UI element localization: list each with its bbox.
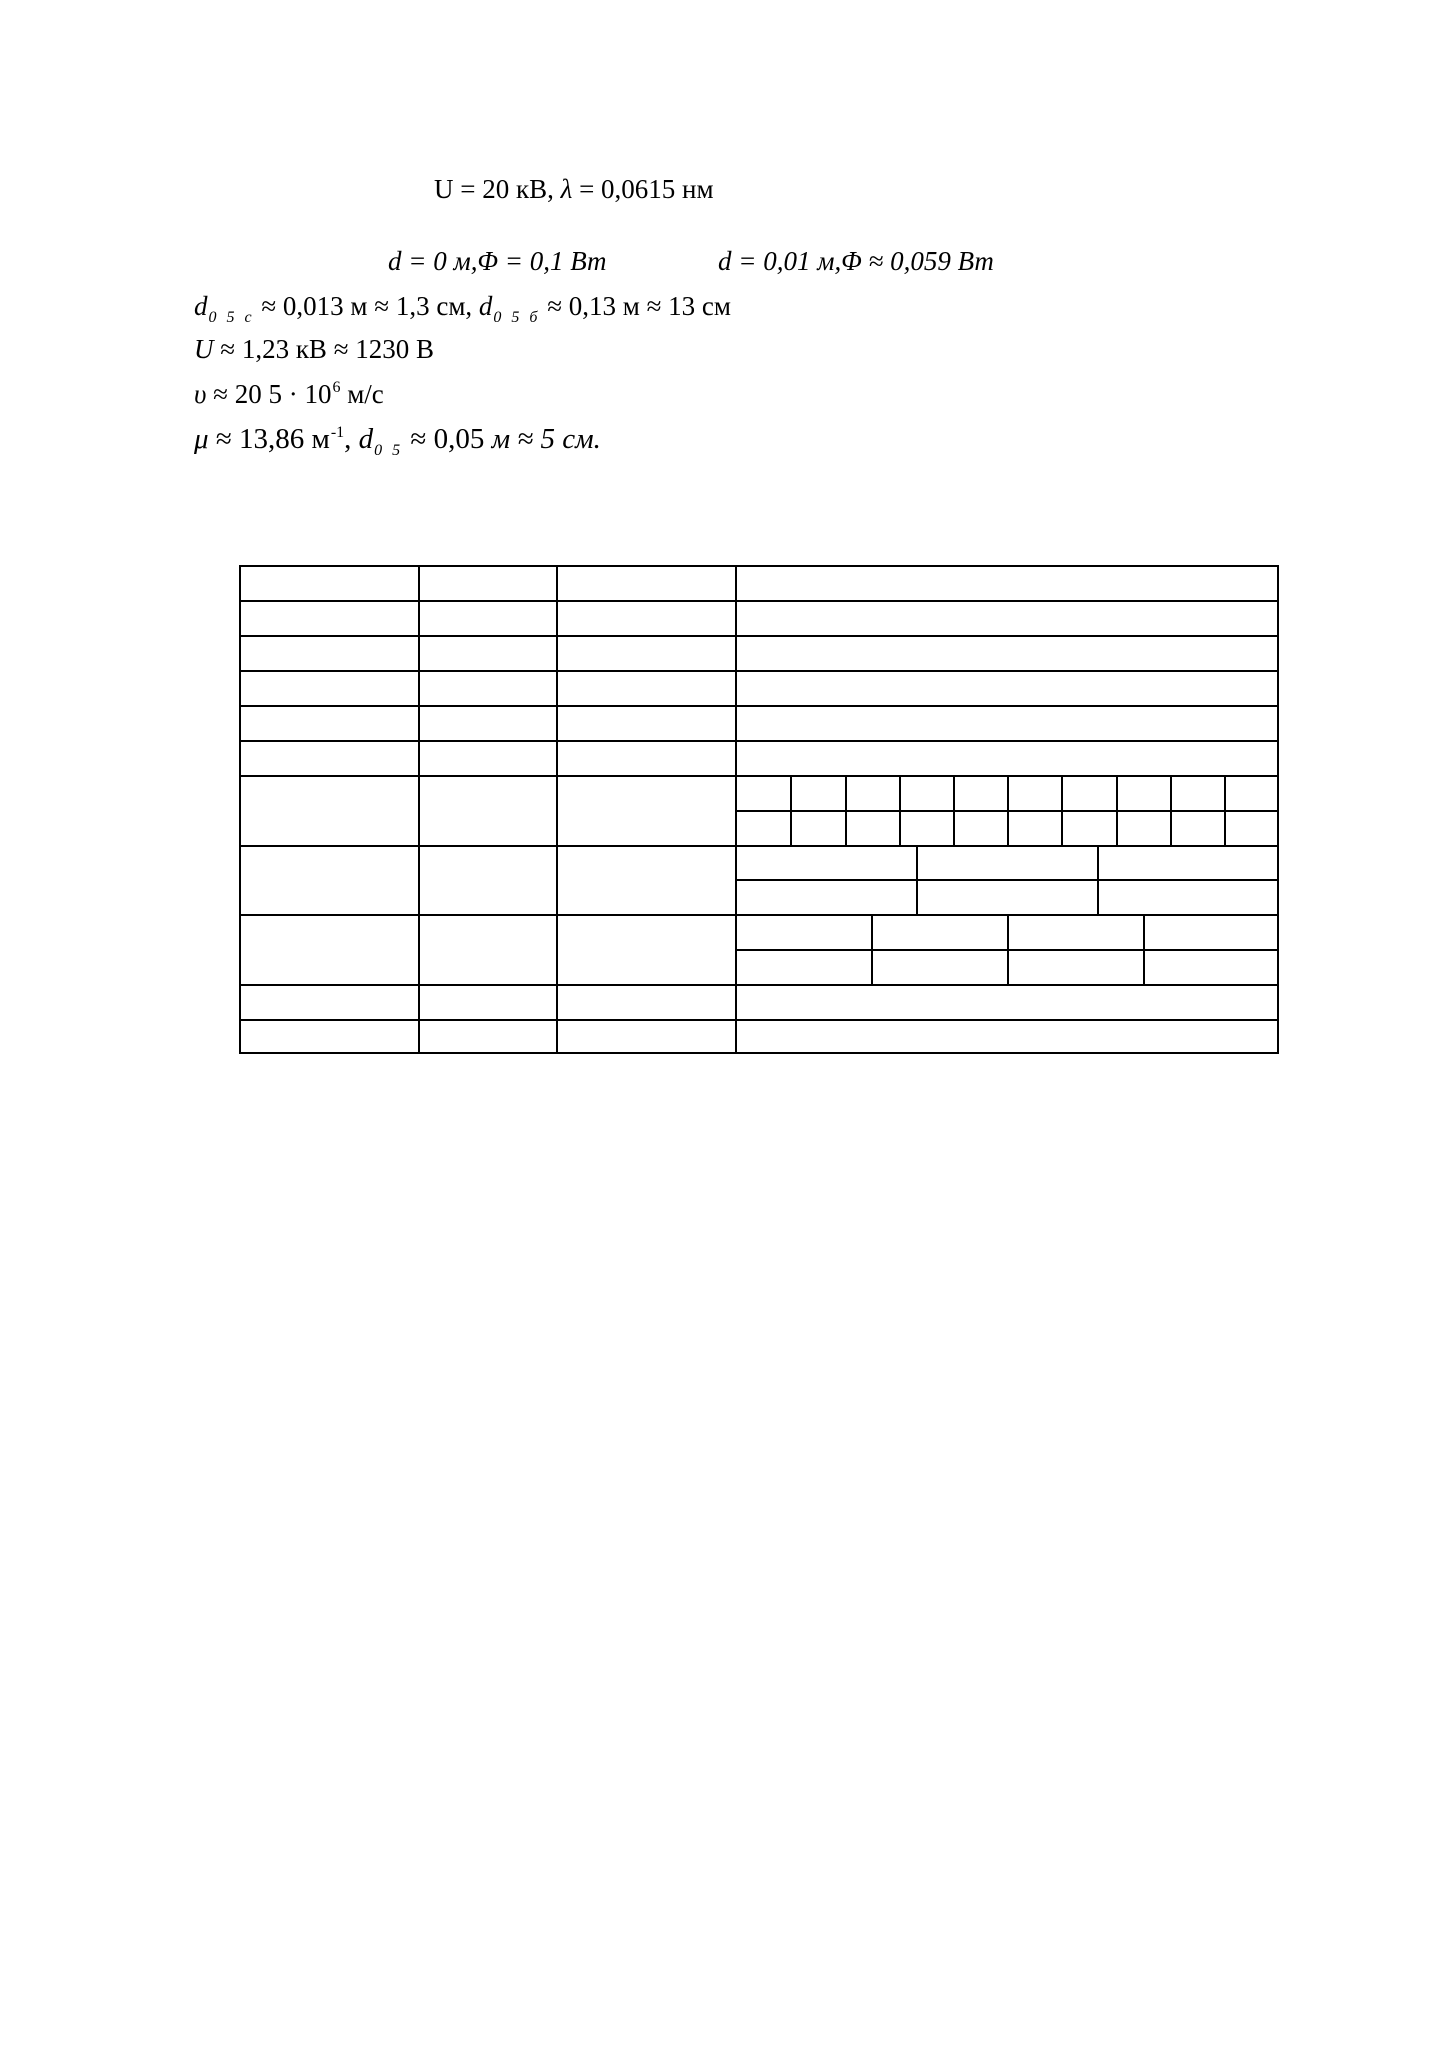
superscript: -1 xyxy=(330,424,345,441)
subcolumn-divider xyxy=(953,775,955,845)
subcolumn-divider xyxy=(1143,914,1145,984)
symbol-d: d xyxy=(358,423,374,455)
subcolumn-divider xyxy=(1224,775,1226,845)
formula-text: = 20 кВ, xyxy=(453,174,561,204)
symbol-lambda: λ xyxy=(560,174,573,204)
row-divider xyxy=(239,740,1279,742)
formula-text: ≈ 13,86 м xyxy=(208,423,330,455)
row-divider xyxy=(239,635,1279,637)
formula-text: ≈ 0,05 xyxy=(403,423,492,455)
subcolumn-divider xyxy=(1116,775,1118,845)
subscript: 0 5 c xyxy=(208,309,255,326)
subcolumn-divider xyxy=(871,914,873,984)
subscript: 0 5 xyxy=(374,442,404,459)
formula-text: ≈ 20 5 · 10 xyxy=(206,379,332,409)
subcolumn-divider xyxy=(1170,775,1172,845)
subcolumn-divider xyxy=(916,845,918,914)
formula-text: м/с xyxy=(340,379,384,409)
row-divider xyxy=(239,600,1279,602)
row-divider xyxy=(239,705,1279,707)
row-divider xyxy=(239,914,1279,916)
formula-text: = 0,0615 нм xyxy=(572,174,714,204)
superscript: 6 xyxy=(332,379,341,396)
subcolumn-divider xyxy=(1061,775,1063,845)
formula-text: d = 0,01 м,Φ ≈ 0,059 Вт xyxy=(718,246,994,276)
formula-text: ≈ 0,13 м ≈ 13 см xyxy=(540,291,731,321)
column-divider xyxy=(556,565,558,1054)
symbol-upsilon: υ xyxy=(194,379,207,409)
row-divider xyxy=(239,845,1279,847)
formula-text: ≈ 1,23 кВ ≈ 1230 В xyxy=(213,334,435,364)
symbol-d: d xyxy=(478,291,493,321)
column-divider xyxy=(418,565,420,1054)
formula-text: ≈ 0,013 м ≈ 1,3 см, xyxy=(254,291,479,321)
subscript: 0 5 б xyxy=(493,309,541,326)
row-divider xyxy=(239,1019,1279,1021)
row-divider xyxy=(239,775,1279,777)
subcolumn-divider xyxy=(1007,914,1009,984)
formula-text: d = 0 м,Φ = 0,1 Вт xyxy=(388,246,607,276)
subrow-divider xyxy=(735,879,1279,881)
formula-text: , xyxy=(344,423,359,455)
symbol-d: d xyxy=(194,291,208,321)
symbol-u: U xyxy=(194,334,214,364)
subcolumn-divider xyxy=(899,775,901,845)
row-divider xyxy=(239,984,1279,986)
subcolumn-divider xyxy=(845,775,847,845)
symbol-u: U xyxy=(434,174,454,204)
formula-unit: м ≈ 5 см. xyxy=(491,423,601,455)
subcolumn-divider xyxy=(1097,845,1099,914)
subcolumn-divider xyxy=(790,775,792,845)
row-divider xyxy=(239,670,1279,672)
subcolumn-divider xyxy=(1007,775,1009,845)
symbol-mu: μ xyxy=(194,423,209,455)
